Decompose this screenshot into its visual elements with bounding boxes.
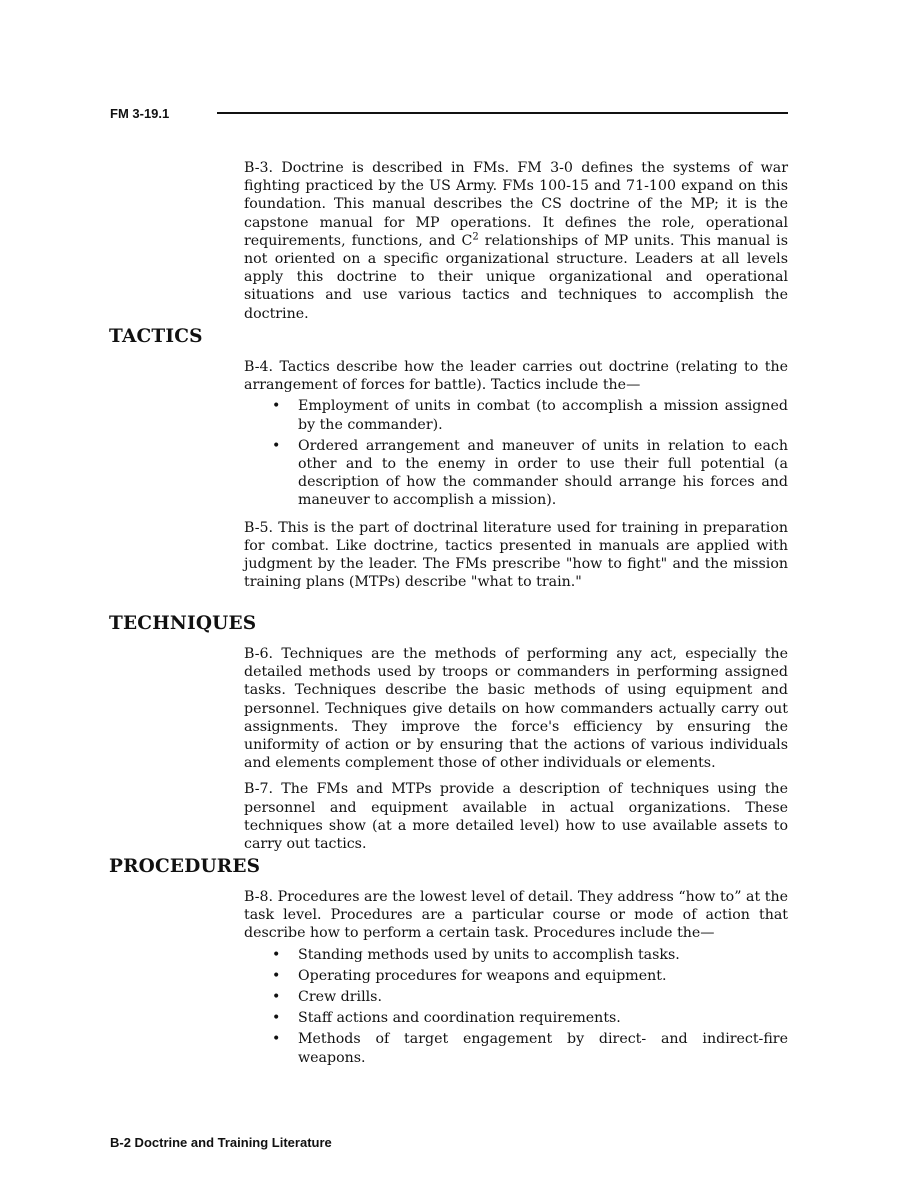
bullet-icon: • [272, 437, 281, 454]
list-item: • Employment of units in combat (to accomplish a mission assigned by the commander). [272, 398, 788, 433]
page-footer: B-2 Doctrine and Training Literature [110, 1135, 332, 1150]
list-item: • Operating procedures for weapons and equipment. [272, 967, 667, 984]
heading-techniques: TECHNIQUES [109, 613, 257, 634]
list-item: • Ordered arrangement and maneuver of units in relation to each other and to the enemy in order to use their full potential (a description of how the commander should arrange his forces and maneuver to accomplish a mission). [272, 437, 788, 509]
running-head: FM 3-19.1 [110, 106, 170, 121]
superscript-2: 2 [472, 231, 479, 243]
paragraph-b8: B-8. Procedures are the lowest level of detail. They address “how to” at the task level. Procedures are a particular course or mode of action that describe how to perform a certain task. Procedures include the— [244, 889, 788, 942]
list-item: • Staff actions and coordination requirements. [272, 1010, 621, 1027]
heading-tactics: TACTICS [109, 326, 203, 347]
bullet-icon: • [272, 398, 281, 415]
paragraph-b3 [244, 159, 788, 323]
list-item: • Crew drills. [272, 989, 382, 1006]
section-techniques [244, 645, 788, 853]
paragraph-b7: B-7. The FMs and MTPs provide a description of techniques using the personnel and equipment available in actual organizations. These techniques show (at a more detailed level) how to use available assets to carry out tactics. [244, 781, 788, 853]
procedures-bullet-list [244, 946, 788, 1067]
bullet-icon: • [272, 1010, 281, 1027]
header-rule [217, 112, 788, 114]
paragraph-b4: B-4. Tactics describe how the leader carries out doctrine (relating to the arrangement of forces for battle). Tactics include the— [244, 359, 788, 394]
paragraph-b6: B-6. Techniques are the methods of performing any act, especially the detailed methods used by troops or commanders in performing assigned tasks. Techniques describe the basic methods of using equipment and personnel. Techniques give details on how commanders actually carry out assignments. They improve the force's efficiency by ensuring the uniformity of action or by ensuring that the actions of various individuals and elements complement those of other individuals or elements. [244, 646, 788, 772]
bullet-icon: • [272, 967, 281, 984]
bullet-icon: • [272, 946, 281, 963]
list-item: • Methods of target engagement by direct- and indirect-fire weapons. [272, 1031, 788, 1066]
section-procedures [244, 888, 788, 1070]
heading-procedures: PROCEDURES [109, 856, 261, 877]
tactics-bullet-list [244, 397, 788, 509]
paragraph-b5: B-5. This is the part of doctrinal literature used for training in preparation for combat. Like doctrine, tactics presented in manuals are applied with judgment by the leader. The FMs prescribe "how to fight" and the mission training plans (MTPs) describe "what to train." [244, 519, 788, 591]
list-item: • Standing methods used by units to accomplish tasks. [272, 946, 680, 963]
section-tactics [244, 358, 788, 591]
paragraph-b3-text-cont: relationships of MP units. This manual is not oriented on a specific organizational structure. Leaders at all levels apply this doctrine to their unique organizational and operational situations and use various tactics and techniques to accomplish the doctrine. [244, 232, 788, 322]
bullet-icon: • [272, 989, 281, 1006]
paragraph-b3-text: B-3. Doctrine is described in FMs. FM 3-0 defines the systems of war fighting practiced by the US Army. FMs 100-15 and 71-100 expand on this foundation. This manual describes the CS doctrine of the MP; it is the capstone manual for MP operations. It defines the role, operational requirements, functions, and C [244, 160, 788, 249]
bullet-icon: • [272, 1031, 281, 1048]
